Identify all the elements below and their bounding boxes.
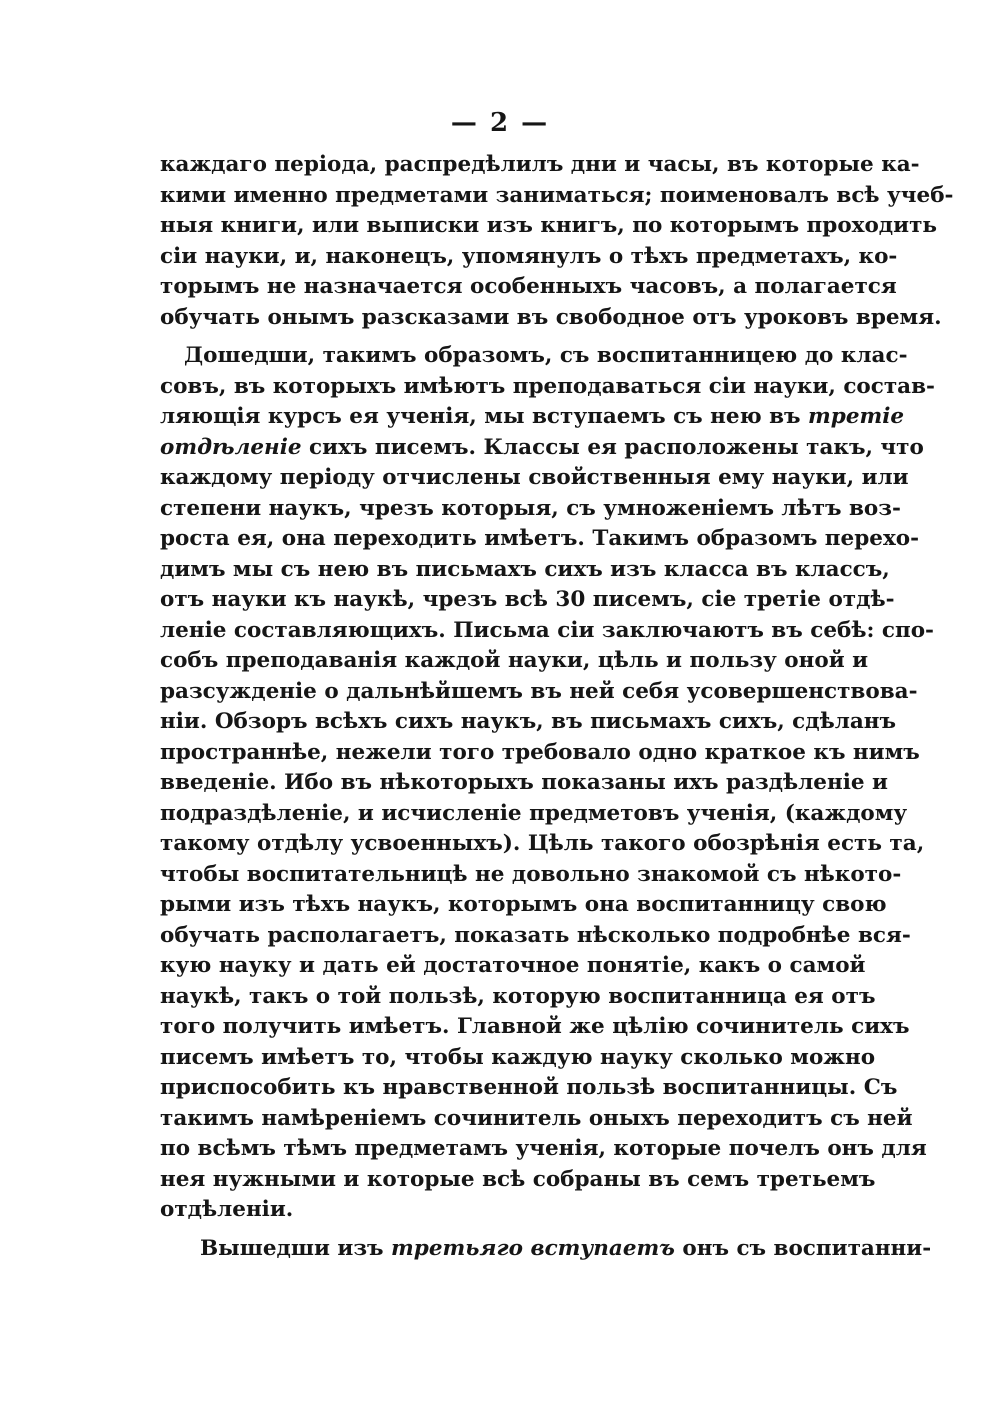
italic-segment: третіе <box>808 404 905 429</box>
text-line: того получить имѣетъ. Главной же цѣлію сочинитель сихъ <box>160 1014 910 1039</box>
text-segment: сихъ писемъ. Классы ея расположены такъ, что <box>301 434 924 460</box>
text-line: обучать онымъ разсказами въ свободное отъ уроковъ время. <box>160 304 942 330</box>
text-line: нея нужными и которые всѣ собраны въ семъ третьемъ <box>160 1166 876 1192</box>
text-line: такому отдѣлу усвоенныхъ). Цѣль такого обозрѣнія есть та, <box>160 831 925 856</box>
text-line: торымъ не назначается особенныхъ часовъ, а полагается <box>160 274 897 299</box>
text-line: обучать располагаетъ, показать нѣсколько подробнѣе вся- <box>160 922 911 948</box>
text-line: димъ мы съ нею въ письмахъ сихъ изъ класса въ классъ, <box>160 556 890 582</box>
paragraph-gap <box>160 333 842 341</box>
italic-segment: отдѣленіе <box>160 434 302 460</box>
text-line: каждому періоду отчислены свойственныя ему науки, или <box>160 465 909 490</box>
text-line: введеніе. Ибо въ нѣкоторыхъ показаны ихъ раздѣленіе и <box>160 770 888 795</box>
text-line: такимъ намѣреніемъ сочинитель оныхъ переходитъ съ ней <box>160 1105 913 1131</box>
text-line: отдѣленіи. <box>160 1197 294 1222</box>
italic-segment: третьяго вступаетъ <box>391 1235 675 1261</box>
text-line: пространнѣе, нежели того требовало одно краткое къ нимъ <box>160 739 920 765</box>
text-line: леніе составляющихъ. Письма сіи заключаютъ въ себѣ: спо- <box>160 617 934 643</box>
text-line: отъ науки къ наукѣ, чрезъ всѣ 30 писемъ, сіе третіе отдѣ- <box>160 587 895 612</box>
text-line: кими именно предметами заниматься; поименовалъ всѣ учеб- <box>160 182 954 208</box>
text-line <box>160 402 905 433</box>
text-line: кую науку и дать ей достаточное понятіе, какъ о самой <box>160 953 866 978</box>
text-segment: Вышедши изъ <box>200 1235 392 1261</box>
text-line: приспособить къ нравственной пользѣ воспитанницы. Съ <box>160 1075 898 1100</box>
text-line: подраздѣленіе, и исчисленіе предметовъ ученія, (каждому <box>160 800 908 826</box>
text-line: наукѣ, такъ о той пользѣ, которую воспитанница ея отъ <box>160 983 876 1009</box>
text-line: совъ, въ которыхъ имѣютъ преподаваться сіи науки, состав- <box>160 373 935 399</box>
text-line: писемъ имѣетъ то, чтобы каждую науку сколько можно <box>160 1044 876 1070</box>
text-segment: ляющія курсъ ея ученія, мы вступаемъ съ нею въ <box>160 404 809 429</box>
text-line: по всѣмъ тѣмъ предметамъ ученія, которые почелъ онъ для <box>160 1136 927 1161</box>
text-line: роста ея, она переходить имѣетъ. Такимъ образомъ перехо- <box>160 526 920 551</box>
text-line: Дошедши, такимъ образомъ, съ воспитанницею до клас- <box>184 343 908 368</box>
body-text <box>160 150 954 1264</box>
paragraph-gap <box>160 1226 842 1234</box>
text-line <box>160 1234 932 1265</box>
text-line: ніи. Обзоръ всѣхъ сихъ наукъ, въ письмахъ сихъ, сдѣланъ <box>160 709 897 734</box>
text-line: разсужденіе о дальнѣйшемъ въ ней себя усовершенствова- <box>160 678 918 704</box>
text-line: ныя книги, или выписки изъ книгъ, по которымъ проходить <box>160 213 938 238</box>
text-line: каждаго періода, распредѣлилъ дни и часы, въ которые ка- <box>160 152 920 177</box>
text-line: рыми изъ тѣхъ наукъ, которымъ она воспитанницу свою <box>160 892 887 917</box>
text-line <box>160 433 924 464</box>
text-line: степени наукъ, чрезъ которыя, съ умноженіемъ лѣтъ воз- <box>160 495 901 521</box>
text-line: сіи науки, и, наконецъ, упомянулъ о тѣхъ предметахъ, ко- <box>160 243 898 269</box>
page-number: — 2 — <box>450 108 550 138</box>
text-line: чтобы воспитательницѣ не довольно знакомой съ нѣкото- <box>160 861 902 887</box>
text-segment: онъ съ воспитанни- <box>674 1235 932 1261</box>
text-line: собъ преподаванія каждой науки, цѣль и пользу оной и <box>160 648 869 673</box>
